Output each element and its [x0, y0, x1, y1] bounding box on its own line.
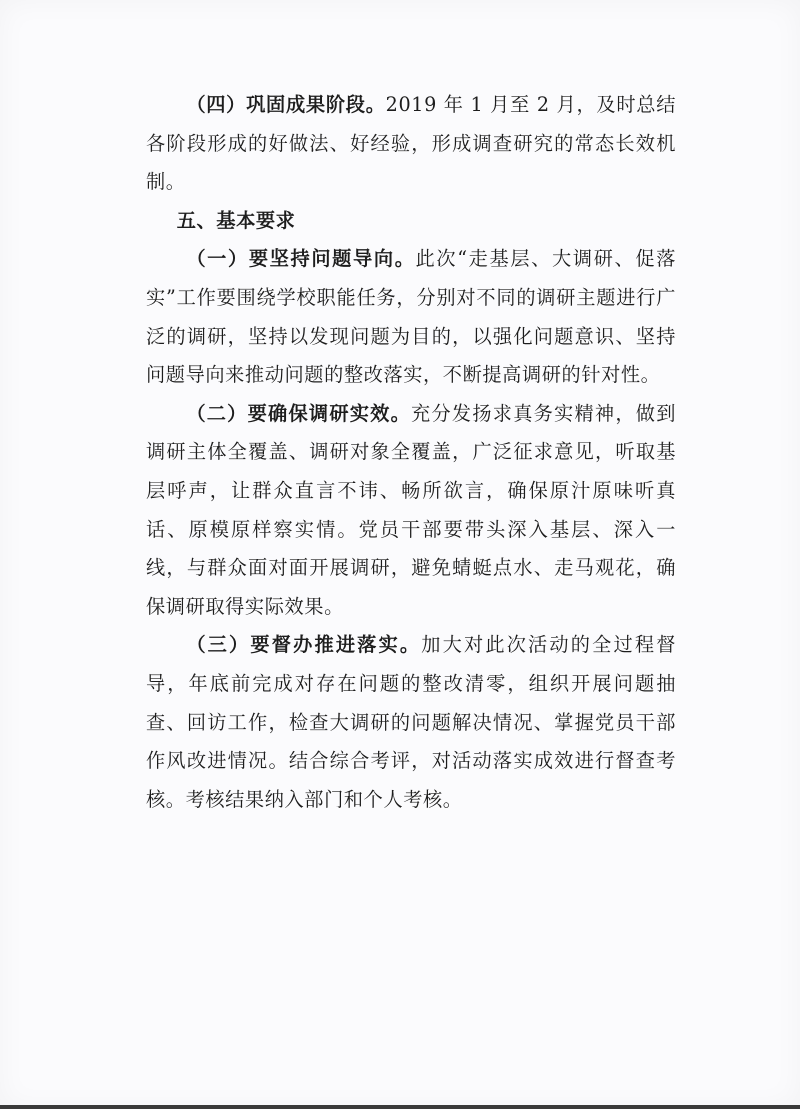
requirement-paragraph: [146, 395, 676, 627]
paragraph-stage-four: [146, 86, 676, 202]
paragraph-text: 2019 年 1 月至 2 月，及时总结各阶段形成的好做法、好经验，形成调查研究的常态长效机制。: [146, 93, 676, 194]
requirement-text: 充分发扬求真务实精神，做到调研主体全覆盖、调研对象全覆盖，广泛征求意见，听取基层呼声，让群众直言不讳、畅所欲言，确保原汁原味听真话、原模原样察实情。党员干部要带头深入基层、深入一线，与群众面对面开展调研，避免蜻蜓点水、走马观花，确保调研取得实际效果。: [146, 401, 676, 618]
requirement-paragraph: [146, 626, 676, 819]
section-heading: 五、基本要求: [176, 208, 296, 232]
requirement-text: 此次“走基层、大调研、促落实”工作要围绕学校职能任务，分别对不同的调研主题进行广泛的调研，坚持以发现问题为目的，以强化问题意识、坚持问题导向来推动问题的整改落实，不断提高调研的针对性。: [146, 247, 676, 387]
requirement-lead: （一）要坚持问题导向。: [186, 247, 416, 271]
scan-bottom-edge: [0, 1105, 800, 1109]
requirement-text: 加大对此次活动的全过程督导，年底前完成对存在问题的整改清零，组织开展问题抽查、回访工作，检查大调研的问题解决情况、掌握党员干部作风改进情况。结合综合考评，对活动落实成效进行督查考核。考核结果纳入部门和个人考核。: [146, 633, 676, 811]
requirement-lead: （二）要确保调研实效。: [186, 401, 412, 425]
document-body: [146, 86, 676, 819]
paragraph-lead: （四）巩固成果阶段。: [186, 93, 386, 116]
requirement-paragraph: [146, 240, 676, 394]
requirement-lead: （三）要督办推进落实。: [186, 633, 422, 657]
